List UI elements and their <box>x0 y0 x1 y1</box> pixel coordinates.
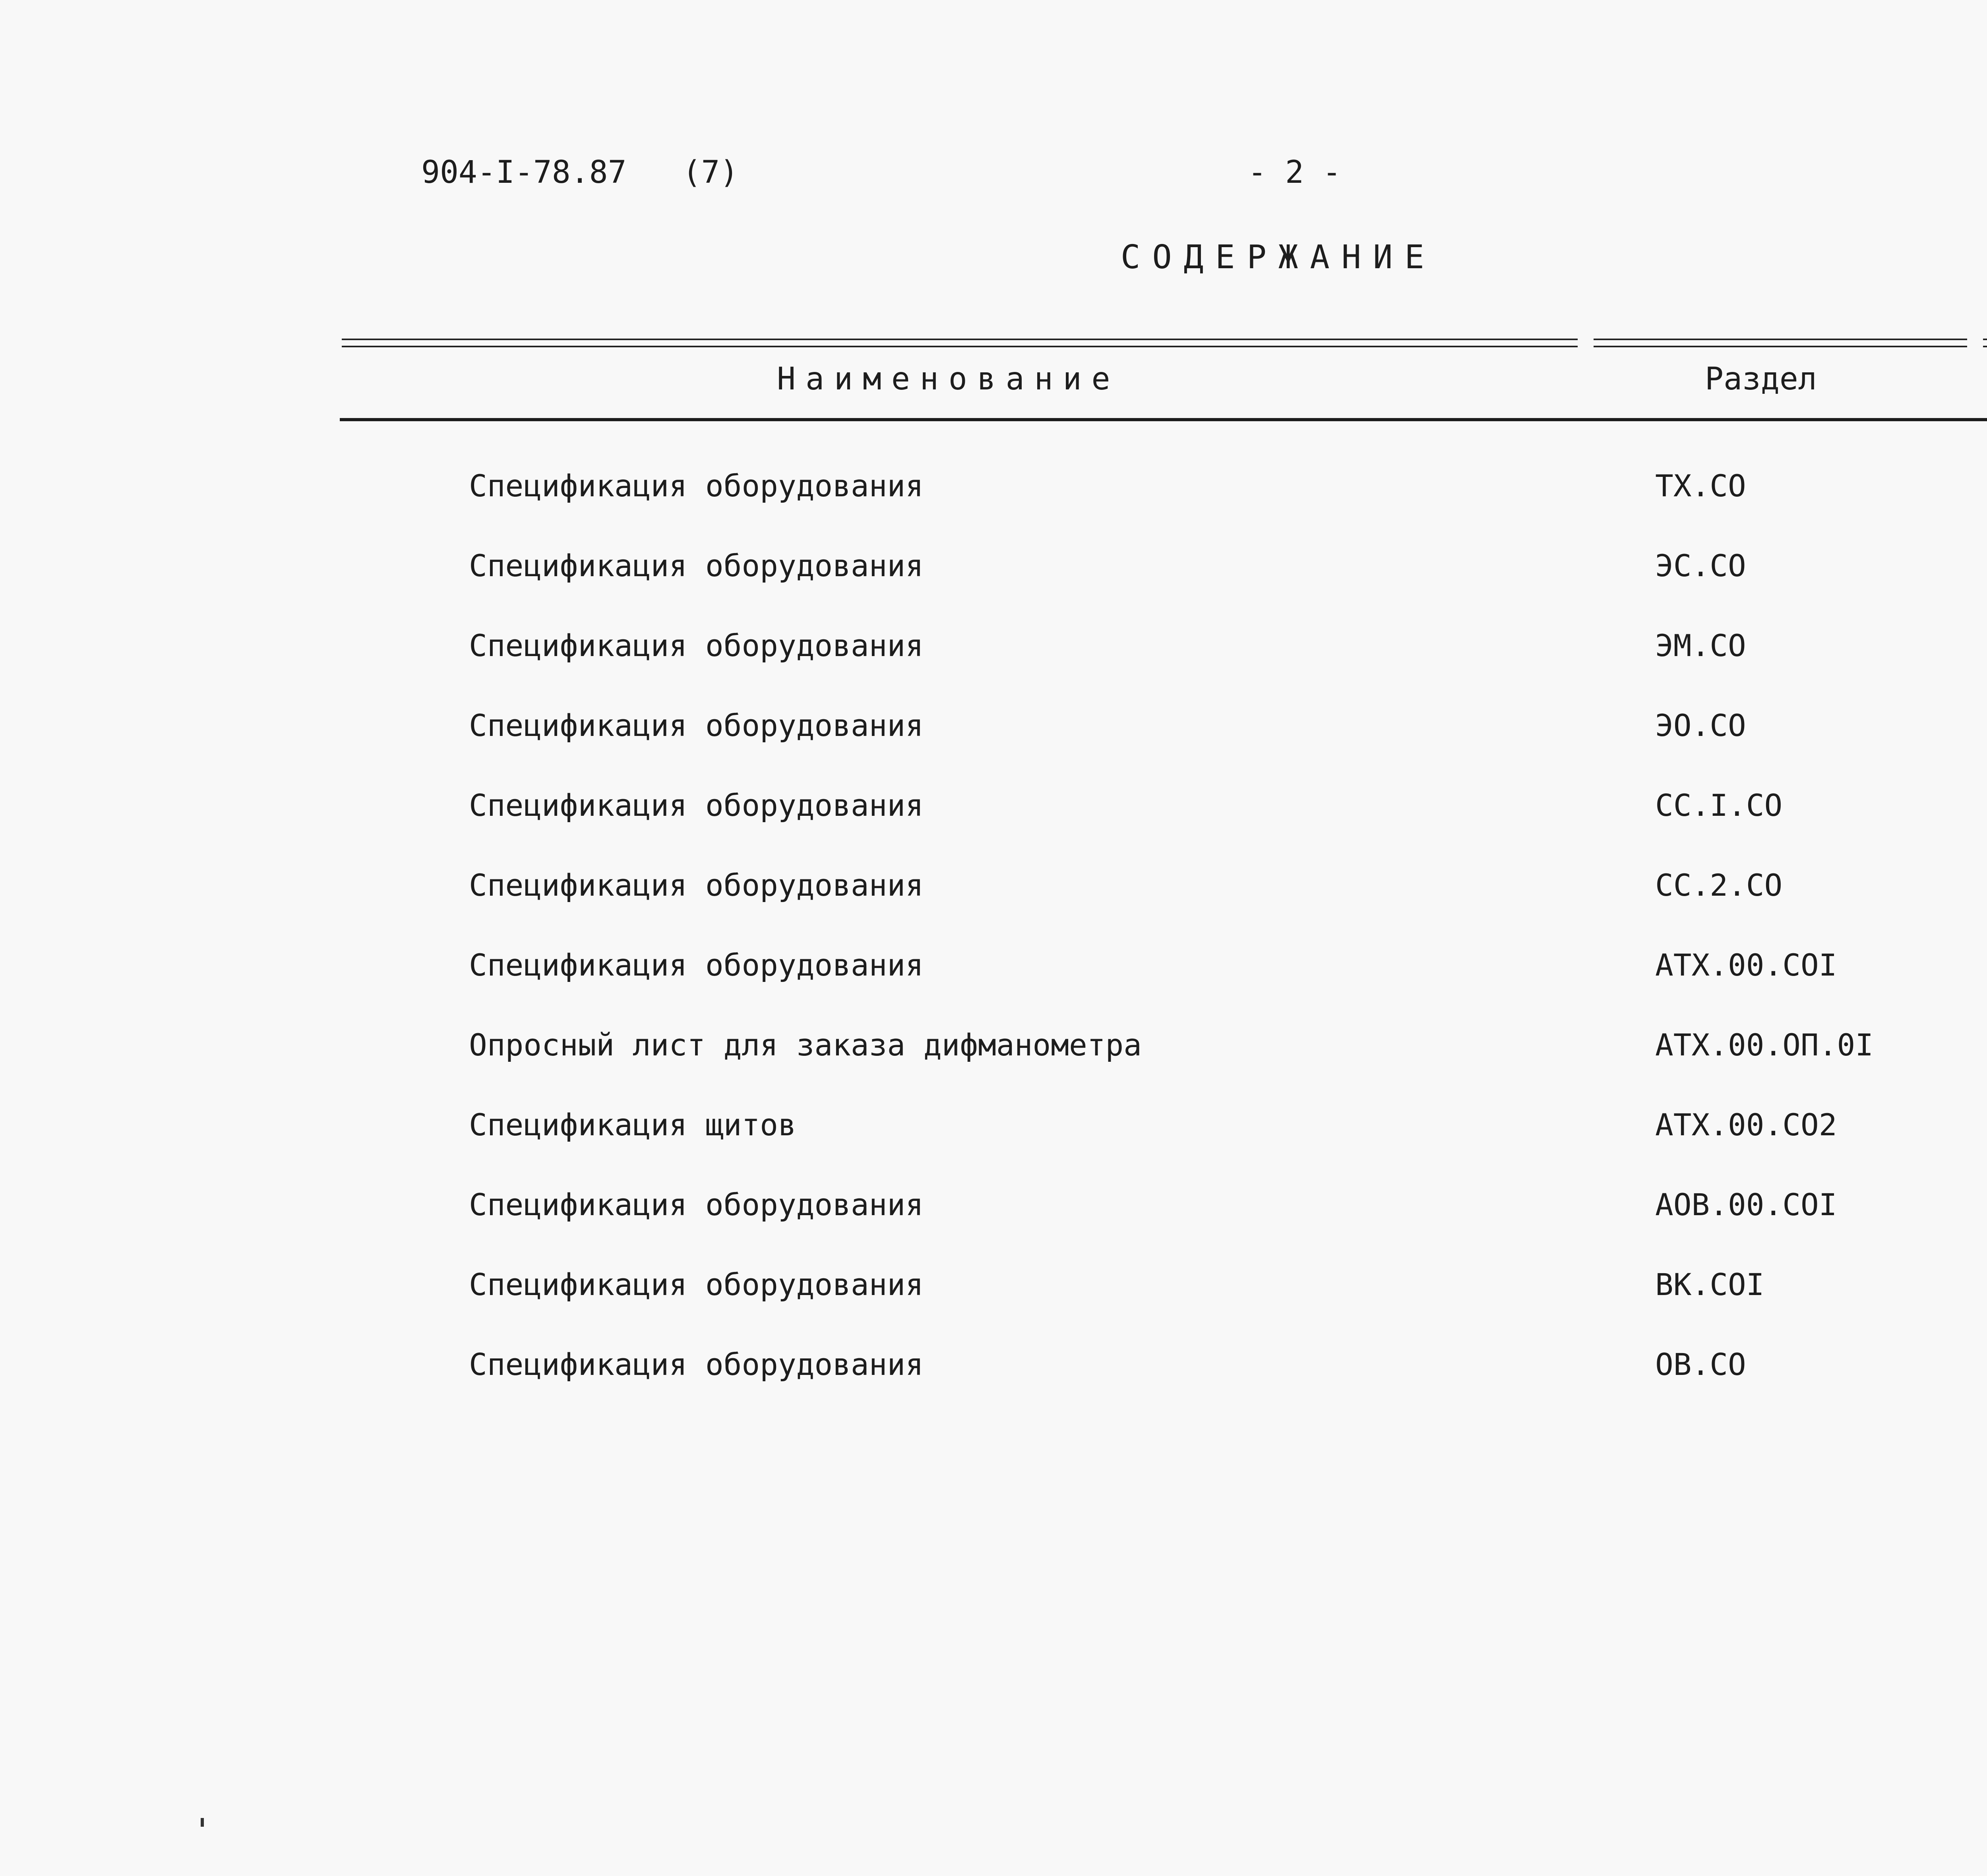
table-row <box>0 1027 1987 1078</box>
row-name: Спецификация оборудования <box>469 1187 924 1222</box>
column-header-section: Раздел <box>1705 361 1817 397</box>
row-section: ЭМ.СО <box>1655 628 1746 663</box>
row-name: Спецификация оборудования <box>469 548 924 583</box>
row-section: ЭО.СО <box>1655 708 1746 743</box>
row-name: Спецификация щитов <box>469 1107 796 1142</box>
row-section: АТХ.00.ОП.0I <box>1655 1027 1874 1063</box>
table-row <box>0 947 1987 998</box>
column-header-name: Наименование <box>777 361 1120 397</box>
row-section: ВК.СОI <box>1655 1267 1764 1302</box>
row-section: СС.2.СО <box>1655 867 1783 903</box>
table-row <box>0 1267 1987 1317</box>
header-double-rule <box>342 339 1578 347</box>
page-title: СОДЕРЖАНИЕ <box>1121 238 1436 276</box>
header-double-rule <box>1983 339 1987 347</box>
row-section: ТХ.СО <box>1655 468 1746 503</box>
row-name: Спецификация оборудования <box>469 788 924 823</box>
scan-speck <box>201 1818 204 1827</box>
row-section: ОВ.СО <box>1655 1347 1746 1382</box>
row-section: АТХ.00.СО2 <box>1655 1107 1837 1142</box>
row-name: Спецификация оборудования <box>469 1267 924 1302</box>
row-section: ЭС.СО <box>1655 548 1746 583</box>
row-section: СС.I.СО <box>1655 788 1783 823</box>
row-name: Спецификация оборудования <box>469 867 924 903</box>
row-name: Спецификация оборудования <box>469 468 924 503</box>
table-row <box>0 1349 1987 1397</box>
table-row <box>0 1107 1987 1158</box>
page-number: - 2 - <box>1248 155 1341 190</box>
row-name: Опросный лист для заказа дифманометра <box>469 1027 1142 1063</box>
row-name: Спецификация оборудования <box>469 628 924 663</box>
row-section: АТХ.00.СОI <box>1655 947 1837 983</box>
row-name: Спецификация оборудования <box>469 947 924 983</box>
row-name: Спецификация оборудования <box>469 1347 924 1382</box>
header-rule <box>340 418 1987 421</box>
table-row <box>0 708 1987 758</box>
row-name: Спецификация оборудования <box>469 708 924 743</box>
document-code: 904-I-78.87 (7) <box>421 155 739 190</box>
table-row <box>0 790 1987 838</box>
table-row <box>0 628 1987 678</box>
header-double-rule <box>1594 339 1967 347</box>
table-row <box>0 548 1987 598</box>
table-row <box>0 468 1987 519</box>
table-row <box>0 1187 1987 1237</box>
row-section: АОВ.00.СОI <box>1655 1187 1837 1222</box>
table-row <box>0 867 1987 918</box>
